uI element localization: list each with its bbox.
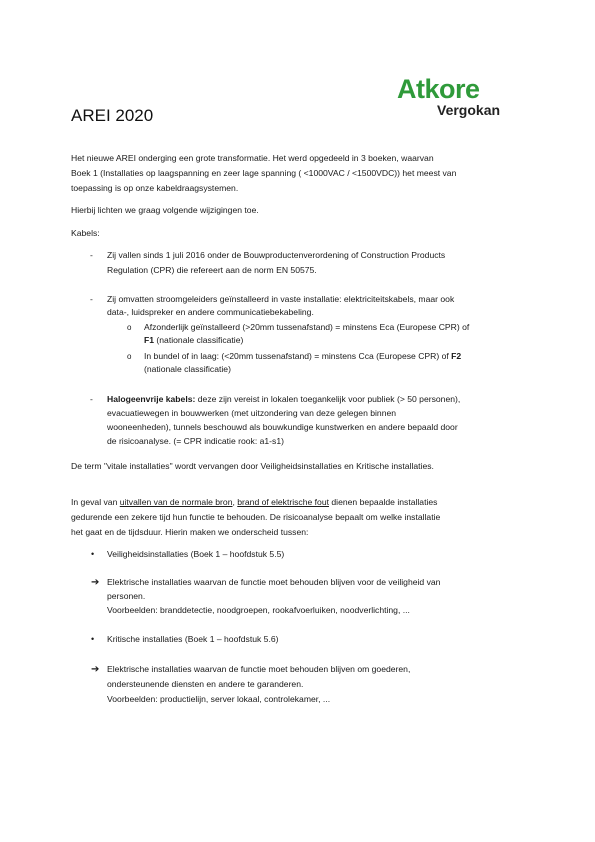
dash-marker: -: [90, 394, 93, 404]
bullet-icon: •: [91, 549, 95, 559]
page-title: AREI 2020: [71, 106, 154, 125]
para3-line-3: het gaat en de tijdsduur. Hierin maken we onderscheid tussen:: [71, 527, 309, 537]
para3-sep: ,: [232, 497, 238, 507]
bullet2-text: Kritische installaties (Boek 1 – hoofdstuk 5.6): [107, 634, 279, 644]
arrow-right-icon: ➔: [91, 577, 100, 588]
arrow2-line-1: Elektrische installaties waarvan de functie moet behouden blijven om goederen,: [107, 664, 411, 674]
dash1-line-2: Regulation (CPR) die refereert aan de norm EN 50575.: [107, 265, 317, 275]
para3-pre: In geval van: [71, 497, 120, 507]
kabels-heading: Kabels:: [71, 228, 100, 238]
dash2-line-1: Zij omvatten stroomgeleiders geïnstalleerd in vaste installatie: elektriciteitskabels, maar ook: [107, 294, 455, 304]
circle-bullet-icon: o: [127, 352, 132, 361]
circle-bullet-icon: o: [127, 323, 132, 332]
dash3-line-3: wooneenheden), tunnels beschouwd als bouwkundige kunstwerken en andere bepaald door: [107, 422, 458, 432]
bullet-icon: •: [91, 634, 95, 644]
intro-paragraph-2: Hierbij lichten we graag volgende wijzigingen toe.: [71, 205, 259, 215]
bullet1-text: Veiligheidsinstallaties (Boek 1 – hoofdstuk 5.5): [107, 549, 285, 559]
arrow1-line-2: personen.: [107, 591, 146, 601]
sub1-class-text: (nationale classificatie): [154, 335, 244, 345]
dash3-text: deze zijn vereist in lokalen toegankelijk voor publiek (> 50 personen),: [195, 394, 461, 404]
dash3-bold-label: Halogeenvrije kabels:: [107, 394, 196, 404]
sub2-line-2: (nationale classificatie): [144, 364, 231, 374]
atkore-logo: [397, 74, 537, 124]
para3-underline-2: brand of elektrische fout: [237, 497, 329, 507]
dash-marker: -: [90, 294, 93, 304]
sub2-text: In bundel of in laag: (<20mm tussenafstand) = minstens Cca (Europese CPR) of: [144, 351, 452, 361]
dash-marker: -: [90, 250, 93, 260]
arrow2-line-3: Voorbeelden: productielijn, server lokaal, controlekamer, ...: [107, 694, 331, 704]
logo-brand-text: Atkore: [397, 74, 480, 104]
logo-sub-text: Vergokan: [437, 102, 501, 118]
dash3-line-4: de risicoanalyse. (= CPR indicatie rook: a1-s1): [107, 436, 284, 446]
sub2-line-1: [144, 351, 461, 362]
dash2-line-2: data-, luidspreker en andere communicatiebekabeling.: [107, 307, 314, 317]
dash3-line-2: evacuatiewegen in bouwwerken (met uitzondering van deze gelegen binnen: [107, 408, 397, 418]
sub1-class-f1: F1: [144, 335, 155, 345]
para3-underline-1: uitvallen van de normale bron: [119, 497, 233, 507]
intro-line-1: Het nieuwe AREI onderging een grote transformatie. Het werd opgedeeld in 3 boeken, waarvan: [71, 153, 434, 163]
vitale-paragraph: De term "vitale installaties" wordt vervangen door Veiligheidsinstallaties en Kritische installaties.: [71, 461, 434, 471]
arrow1-line-3: Voorbeelden: branddetectie, noodgroepen, rookafvoerluiken, noodverlichting, ...: [107, 605, 410, 615]
intro-line-3: toepassing is op onze kabeldraagsystemen.: [71, 183, 239, 193]
arrow2-line-2: ondersteunende diensten en andere te garanderen.: [107, 679, 304, 689]
arrow-right-icon: ➔: [91, 664, 100, 675]
sub1-line-2: [144, 335, 243, 346]
intro-line-2: Boek 1 (Installaties op laagspanning en zeer lage spanning ( <1000VAC / <1500VDC)) het meest van: [71, 168, 457, 178]
arrow1-line-1: Elektrische installaties waarvan de functie moet behouden blijven voor de veiligheid van: [107, 577, 441, 587]
para3-line-1: [71, 497, 437, 508]
sub2-class-f2: F2: [451, 351, 462, 361]
para3-line-2: gedurende een zekere tijd hun functie te behouden. De risicoanalyse bepaalt om welke installatie: [71, 512, 441, 522]
dash3-line-1: [107, 394, 460, 405]
dash1-line-1: Zij vallen sinds 1 juli 2016 onder de Bouwproductenverordening of Construction Products: [107, 250, 446, 260]
sub1-line-1: Afzonderlijk geïnstalleerd (>20mm tussenafstand) = minstens Eca (Europese CPR) of: [144, 322, 470, 332]
para3-post: dienen bepaalde installaties: [329, 497, 438, 507]
